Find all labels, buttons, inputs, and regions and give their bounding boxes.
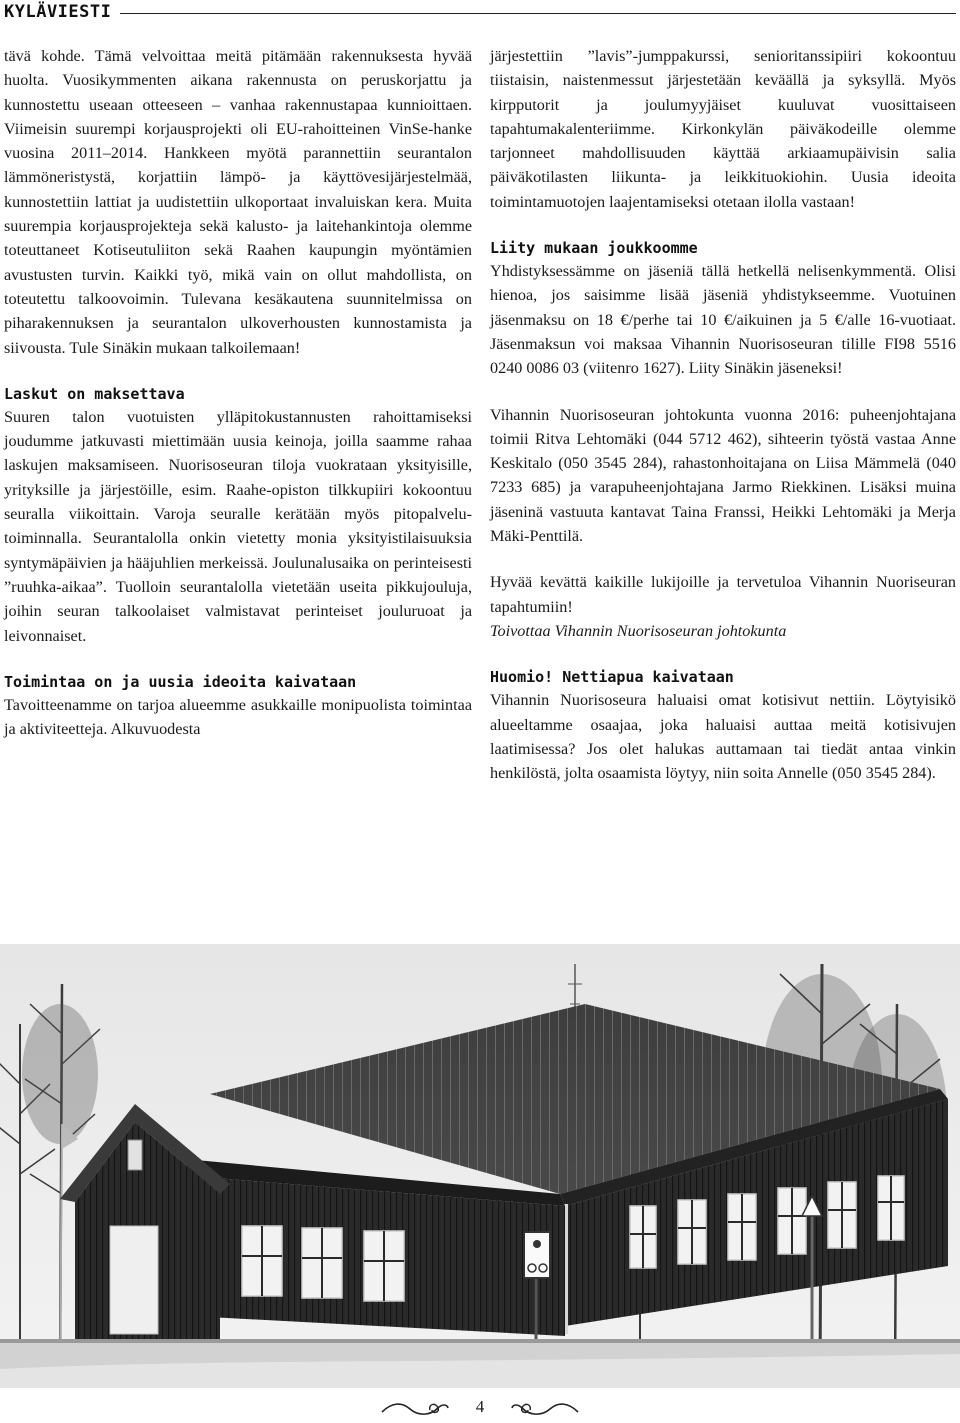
right-paragraph-5: Vihannin Nuorisoseura haluaisi omat kotisivut nettiin. Löytyisikö alueeltamme osaajaa, joka haluaisi auttaa meitä kotisivujen laatimisessa? Jos olet halukas auttamaan tai tiedät antaa vinkin henkilöstä, jolta osaamista löytyy, niin soita Annelle (050 3545 284). [490, 691, 956, 783]
left-paragraph-2: Suuren talon vuotuisten ylläpitokustannusten rahoittamiseksi joudumme jatkuvasti miettimään uusia keinoja, joilla saamme rahaa laskujen maksamiseen. Nuorisoseuran tiloja vuokrataan yksityisille, yrityksille ja järjestöille, esim. Raahe-opiston tilkkupiiri kokoontuu seuralla viikoittain. Varoja seuralle kerätään myös pitopalvelu-toiminnalla. Seurantalolla onkin vietetty monia yksityistilaisuuksia syntymäpäivien ja hääjuhlien merkeissä. Joulunalusaika on perinteisesti ”ruuhka-aikaa”. Tuolloin seurantalolla vietetään useita pikkujouluja, joihin seuran talkoolaiset valmistavat perinteiset jouluruoat ja leivonnaiset. [4, 407, 472, 645]
page-footer [0, 1396, 960, 1423]
signature-line: Toivottaa Vihannin Nuorisoseuran johtokunta [490, 621, 787, 640]
header-rule [120, 13, 956, 14]
left-paragraph-3: Tavoitteenamme on tarjoa alueemme asukkaille monipuolista toimintaa ja aktiviteetteja. Alkuvuodesta [4, 695, 472, 739]
page-number: 4 [475, 1397, 485, 1416]
building-photo [0, 944, 960, 1388]
right-column [490, 44, 956, 785]
left-column [4, 44, 472, 741]
right-paragraph-4: Hyvää kevättä kaikille lukijoille ja tervetuloa Vihannin Nuoriseuran tapahtumiin! [490, 573, 956, 616]
flourish-right-icon [510, 1400, 580, 1418]
right-paragraph-3: Vihannin Nuorisoseuran johtokunta vuonna 2016: puheenjohtajana toimii Ritva Lehtomäki (044 5712 462), sihteerin työstä vastaa Anne Keskitalo (050 3545 284), rahastonhoitajana on Liisa Mämmelä (040 7233 685) ja varapuheenjohtajana Jarmo Riekkinen. Lisäksi muina jäseninä vastuuta kantavat Taina Franssi, Heikki Lehtomäki ja Merja Mäki-Penttilä. [490, 405, 956, 546]
heading-toimintaa: Toimintaa on ja uusia ideoita kaivataan [4, 672, 357, 691]
heading-huomio: Huomio! Nettiapua kaivataan [490, 668, 734, 687]
right-paragraph-1: järjestettiin ”lavis”-jumppakurssi, senioritanssipiiri kokoontuu tiistaisin, naistenmessut järjestetään keväällä ja syksyllä. Myös kirpputorit ja joulumyyjäiset kuuluvat vuosittaiseen tapahtumakalenteriimme. Kirkonkylän päiväkodeille olemme tarjonneet mahdollisuuden käyttää arkiaamupäivisin salia päiväkotilasten liikunta- ja leikkituokiohin. Uusia ideoita toimintamuotojen laajentamiseksi otetaan ilolla vastaan! [490, 47, 956, 211]
heading-liity: Liity mukaan joukkoomme [490, 239, 698, 258]
heading-laskut: Laskut on maksettava [4, 384, 185, 403]
right-paragraph-2: Yhdistyksessämme on jäseniä tällä hetkellä nelisenkymmentä. Olisi hienoa, jos saisimme lisää jäseniä yhdistykseemme. Vuotuinen jäsenmaksu on 18 €/perhe tai 10 €/aikuinen ja 5 €/alle 16-vuotiaat. Jäsenmaksun voi maksaa Vihannin Nuorisoseuran tilille FI98 5516 0240 0086 03 (viitenro 1627). Liity Sinäkin jäseneksi! [490, 262, 956, 378]
page-header [0, 0, 960, 30]
masthead-title: KYLÄVIESTI [4, 2, 112, 22]
left-paragraph-1: tävä kohde. Tämä velvoittaa meitä pitämään rakennuksesta hyvää huolta. Vuosikymmenten aikana rakennusta on peruskorjattu ja kunnostettu useaan otteeseen – vanhaa rakennustapaa kunnioittaen. Viimeisin suurempi korjausprojekti oli EU-rahoitteinen VinSe-hanke vuosina 2011–2014. Hankkeen myötä parannettiin seurantalon lämmöneristystä, korjattiin lämpö- ja käyttövesijärjestelmää, kunnostettiin lattiat ja uudistettiin ulkoportaat invaluiskan kera. Muita suurempia korjausprojekteja sekä kalusto- ja laitehankintoja olemme toteuttaneet Kotiseutuliiton sekä Raahen kaupungin myöntämien avustusten turvin. Kaikki työ, mikä vain on ollut mahdollista, on toteutettu talkoovoimin. Tulevana kesäkautena suunnitelmissa on piharakennuksen ja seurantalon ulkoverhousten kunnostamista ja siivousta. Tule Sinäkin mukaan talkoilemaan! [4, 47, 472, 357]
